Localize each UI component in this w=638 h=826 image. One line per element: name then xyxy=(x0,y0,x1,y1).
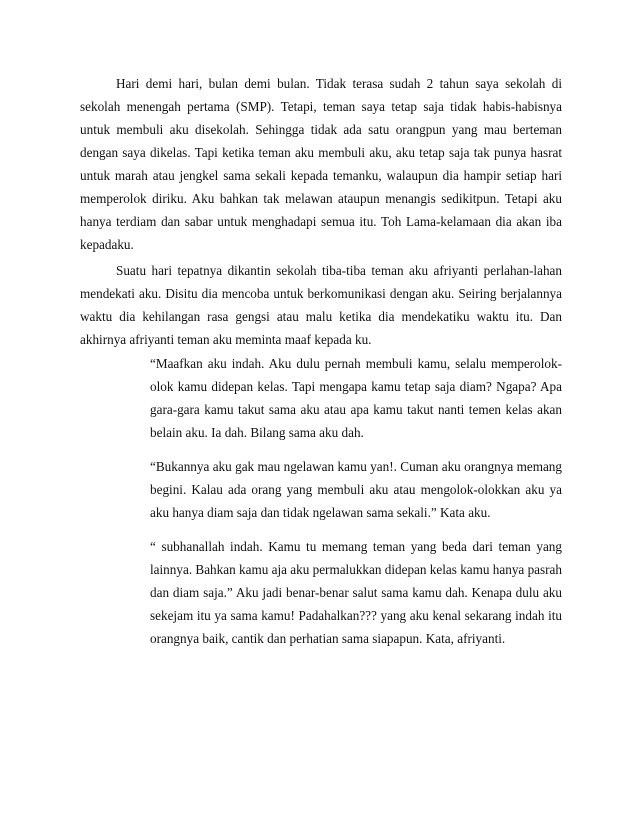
dialogue-block xyxy=(150,352,562,661)
dialogue-quote-3: “ subhanallah indah. Kamu tu memang teman yang beda dari teman yang lainnya. Bahkan kamu aja aku permalukkan didepan kelas kamu hanya pasrah dan diam saja.” Aku jadi benar-benar salut sama kamu dah. Kenapa dulu aku sekejam itu ya sama kamu! Padahalkan??? yang aku kenal sekarang indah itu orangnya baik, cantik dan perhatian sama siapapun. Kata, afriyanti. xyxy=(150,539,562,646)
dialogue-quote-2: “Bukannya aku gak mau ngelawan kamu yan!. Cuman aku orangnya memang begini. Kalau ada orang yang membuli aku atau mengolok-olokkan aku ya aku hanya diam saja dan tidak ngelawan sama sekali.” Kata aku. xyxy=(150,459,562,520)
narrative-paragraph-2: Suatu hari tepatnya dikantin sekolah tiba-tiba teman aku afriyanti perlahan-lahan mendekati aku. Disitu dia mencoba untuk berkomunikasi dengan aku. Seiring berjalannya waktu dia kehilangan rasa gengsi atau malu ketika dia mendekatiku waktu itu. Dan akhirnya afriyanti teman aku meminta maaf kepada ku. xyxy=(80,263,562,347)
narrative-paragraph-1: Hari demi hari, bulan demi bulan. Tidak terasa sudah 2 tahun saya sekolah di sekolah menengah pertama (SMP). Tetapi, teman saya tetap saja tidak habis-habisnya untuk membuli aku disekolah. Sehingga tidak ada satu orangpun yang mau berteman dengan saya dikelas. Tapi ketika teman aku membuli aku, aku tetap saja tak punya hasrat untuk marah atau jengkel sama sekali kepada temanku, walaupun dia hampir setiap hari memperolok diriku. Aku bahkan tak melawan ataupun menangis sedikitpun. Tetapi aku hanya terdiam dan sabar untuk menghadapi semua itu. Toh Lama-kelamaan dia akan iba kepadaku. xyxy=(80,76,562,252)
dialogue-quote-1: “Maafkan aku indah. Aku dulu pernah membuli kamu, selalu memperolok-olok kamu didepan kelas. Tapi mengapa kamu tetap saja diam? Ngapa? Apa gara-gara kamu takut sama aku atau apa kamu takut nanti temen kelas akan belain aku. Ia dah. Bilang sama aku dah. xyxy=(150,356,562,440)
